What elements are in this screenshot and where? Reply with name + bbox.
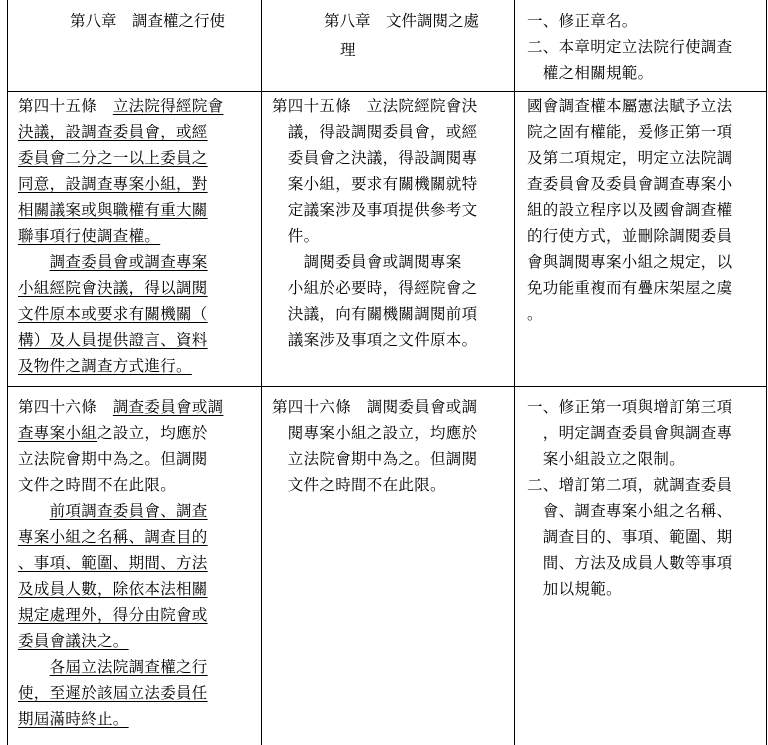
amended-text: 調查委員會或調查專案 — [49, 253, 208, 271]
amended-text: 同意，設調查專案小組，對 — [18, 175, 208, 193]
text-line: 國會調查權本屬憲法賦予立法 — [527, 97, 733, 115]
explanation-line: 權之相關規範。 — [527, 64, 654, 82]
column-divider-2 — [514, 0, 515, 745]
amended-text: 各屆立法院調查權之行 — [49, 658, 208, 676]
text-line — [18, 93, 223, 119]
text-segment — [18, 658, 50, 676]
text-line: 院之固有權能，爰修正第一項 — [527, 123, 733, 141]
text-line: 查委員會及委員會調查專案小 — [527, 175, 733, 193]
text-line — [18, 275, 223, 301]
text-segment: 第四十五條 — [18, 97, 113, 115]
article-45-amended — [18, 93, 223, 379]
text-line — [18, 301, 223, 327]
table-border-right — [766, 0, 767, 745]
text-line: 組的設立程序以及國會調查權 — [527, 201, 733, 219]
amended-text: 前項調查委員會、調查 — [49, 502, 208, 520]
text-line: 文件之時間不在此限。 — [272, 476, 446, 494]
amended-text: 聯事項行使調查權。 — [18, 227, 161, 245]
amended-text: 決議，設調查委員會，或經 — [18, 123, 208, 141]
amended-text: 文件原本或要求有關機關（ — [18, 305, 208, 323]
text-line: 定議案涉及事項提供參考文 — [272, 201, 478, 219]
article-45-current — [272, 93, 477, 353]
amended-text: 專案小組之名稱、調查目的 — [18, 528, 208, 546]
amended-text: 委員會議決之。 — [18, 632, 129, 650]
text-line — [18, 472, 223, 498]
text-line: 案小組設立之限制。 — [527, 450, 686, 468]
text-line: 案小組，要求有關機關就特 — [272, 175, 478, 193]
text-segment: 之設立，均應於 — [97, 424, 208, 442]
text-line — [18, 446, 223, 472]
amended-text: 及成員人數，除依本法相關 — [18, 580, 208, 598]
column-divider-1 — [261, 0, 262, 745]
text-line: 立法院會期中為之。但調閱 — [272, 450, 478, 468]
amended-text: 調查委員會或調 — [112, 398, 224, 416]
text-line: 件。 — [272, 227, 320, 245]
text-line — [18, 249, 223, 275]
text-line: 會、調查專案小組之名稱、 — [527, 502, 733, 520]
explanation-line: 二、本章明定立法院行使調查 — [527, 38, 733, 56]
text-line — [18, 550, 223, 576]
chapter-title-amended: 第八章 調查權之行使 — [70, 12, 226, 30]
text-line — [18, 628, 223, 654]
amended-text: 使，至遲於該屆立法委員任 — [18, 684, 208, 702]
text-line — [18, 353, 223, 379]
text-line — [18, 197, 223, 223]
article-46-explanation — [527, 394, 732, 602]
text-line: 議案涉及事項之文件原本。 — [272, 331, 478, 349]
text-segment: 第四十六條 — [18, 398, 113, 416]
text-line — [18, 706, 223, 732]
text-line: 二、增訂第二項，就調查委員 — [527, 476, 733, 494]
article-46-amended — [18, 394, 223, 732]
text-line — [18, 420, 223, 446]
text-line: 免功能重複而有疊床架屋之虞 — [527, 279, 733, 297]
text-segment — [18, 502, 50, 520]
text-line: 間、方法及成員人數等事項 — [527, 554, 733, 572]
amended-text: 規定處理外，得分由院會或 — [18, 606, 208, 624]
amended-text: 期屆滿時終止。 — [18, 710, 129, 728]
text-line: 小組於必要時，得經院會之 — [272, 279, 478, 297]
text-line: 第四十六條 調閱委員會或調 — [272, 398, 478, 416]
text-line: 加以規範。 — [527, 580, 622, 598]
text-line: 委員會之決議，得設調閱專 — [272, 149, 478, 167]
amended-text: 相關議案或與職權有重大關 — [18, 201, 208, 219]
text-line — [18, 223, 223, 249]
amended-text: 及物件之調查方式進行。 — [18, 357, 192, 375]
text-line: 的行使方式，並刪除調閱委員 — [527, 227, 733, 245]
text-segment — [18, 253, 50, 271]
text-line — [18, 576, 223, 602]
text-segment: 立法院會期中為之。但調閱 — [18, 450, 208, 468]
amended-text: 小組經院會決議，得以調閱 — [18, 279, 208, 297]
text-line — [18, 680, 223, 706]
text-line: 調查目的、事項、範圍、期 — [527, 528, 733, 546]
text-line — [18, 654, 223, 680]
text-line — [18, 498, 223, 524]
explanation-line: 一、修正章名。 — [527, 12, 638, 30]
row-divider-1 — [7, 91, 767, 92]
amended-text: 、事項、範圍、期間、方法 — [18, 554, 208, 572]
text-line — [18, 327, 223, 353]
amended-text: 委員會二分之一以上委員之 — [18, 149, 208, 167]
text-line — [18, 119, 223, 145]
amended-text: 構）及人員提供證言、資料 — [18, 331, 208, 349]
text-line: 議，得設調閱委員會，或經 — [272, 123, 478, 141]
text-line: 決議，向有關機關調閱前項 — [272, 305, 478, 323]
text-line: 閱專案小組之設立，均應於 — [272, 424, 478, 442]
text-segment: 文件之時間不在此限。 — [18, 476, 177, 494]
chapter-explanation — [527, 8, 732, 86]
amended-text: 查專案小組 — [18, 424, 98, 442]
article-45-explanation — [527, 93, 732, 327]
table-border-left — [7, 0, 8, 745]
text-line: 會與調閱專案小組之規定，以 — [527, 253, 733, 271]
text-line: 調閱委員會或調閱專案 — [272, 253, 462, 271]
text-line — [18, 171, 223, 197]
article-46-current — [272, 394, 477, 498]
text-line: ，明定調查委員會與調查專 — [527, 424, 733, 442]
row-divider-2 — [7, 386, 767, 387]
chapter-title-current-line2: 理 — [340, 41, 356, 59]
text-line: 。 — [527, 305, 543, 323]
text-line — [18, 602, 223, 628]
text-line — [18, 394, 223, 420]
chapter-title-current-line1: 第八章 文件調閱之處 — [324, 12, 480, 30]
text-line: 第四十五條 立法院經院會決 — [272, 97, 478, 115]
text-line — [18, 524, 223, 550]
text-line: 一、修正第一項與增訂第三項 — [527, 398, 733, 416]
text-line — [18, 145, 223, 171]
text-line: 及第二項規定，明定立法院調 — [527, 149, 733, 167]
amended-text: 立法院得經院會 — [112, 97, 224, 115]
